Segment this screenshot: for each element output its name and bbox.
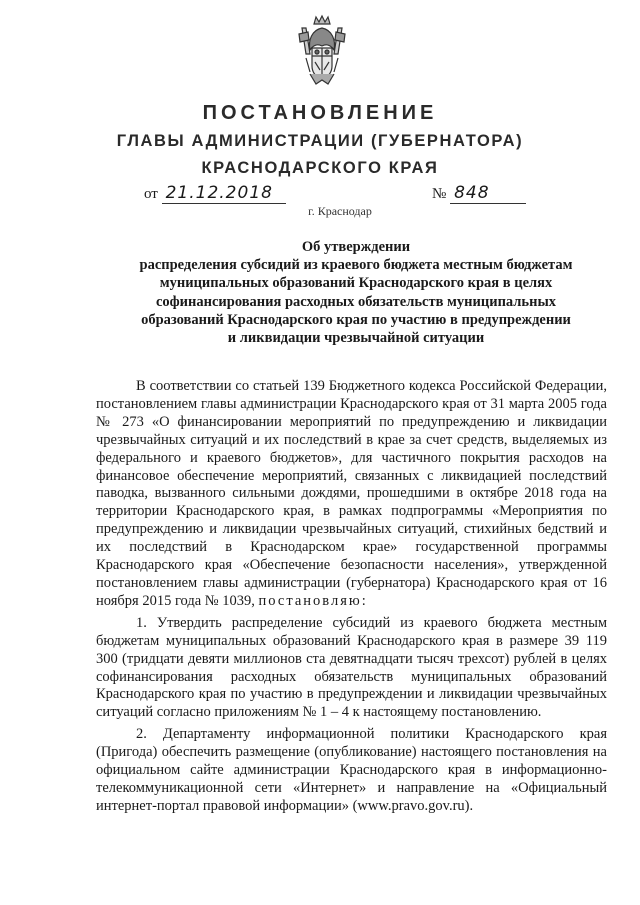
number-field bbox=[432, 183, 526, 204]
preamble-paragraph bbox=[96, 378, 607, 611]
resolution-word: постановляю: bbox=[258, 592, 368, 609]
clause-2-paragraph: 2. Департаменту информационной политики Краснодарского края (Пригода) обеспечить размещение (опубликование) настоящего постановления на официальном сайте администрации Краснодарского края в информационно-телекоммуникационной сети «Интернет» и направление на «Официальный интернет-портал правовой информации» (www.pravo.gov.ru). bbox=[96, 726, 607, 814]
coat-of-arms-emblem bbox=[296, 14, 348, 88]
document-type-heading: ПОСТАНОВЛЕНИЕ bbox=[202, 102, 438, 124]
region-heading: КРАСНОДАРСКОГО КРАЯ bbox=[201, 159, 439, 177]
clause-1-paragraph: 1. Утвердить распределение субсидий из краевого бюджета местным бюджетам муниципальных образований Краснодарского края в размере 39 119 300 (тридцати девяти миллионов ста девятнадцати тысяч трехсот) рублей в целях софинансирования расходных обязательств муниципальных образований Краснодарского края по участию в предупреждении и ликвидации чрезвычайных ситуаций согласно приложениям № 1 – 4 к настоящему постановлению. bbox=[96, 614, 607, 721]
date-field bbox=[144, 183, 286, 204]
title-line: распределения субсидий из краевого бюджета местным бюджетам bbox=[139, 257, 573, 274]
title-line: и ликвидации чрезвычайной ситуации bbox=[227, 330, 485, 347]
title-line: софинансирования расходных обязательств муниципальных bbox=[155, 293, 557, 310]
city-label: г. Краснодар bbox=[308, 204, 372, 218]
date-value: 21.12.2018 bbox=[162, 183, 286, 204]
issuer-heading: ГЛАВЫ АДМИНИСТРАЦИИ (ГУБЕРНАТОРА) bbox=[116, 132, 524, 150]
title-line: Об утверждении bbox=[301, 239, 411, 255]
title-line: муниципальных образований Краснодарского края в целях bbox=[159, 275, 553, 292]
document-title bbox=[96, 238, 616, 347]
number-value: 848 bbox=[450, 183, 526, 204]
preamble-text: В соответствии со статьей 139 Бюджетного кодекса Российской Федерации, постановлением главы администрации Краснодарского края от 31 марта 2005 года № 273 «О финансировании мероприятий по предупреждению и ликвидации чрезвычайных ситуаций и их последствий в крае за счет средств, выделяемых из федерального и краевого бюджетов», для частичного покрытия расходов на финансовое обеспечение мероприятий, связанных с ликвидацией последствий паводка, вызванного сильными дождями, прошедшими в октябре 2018 года на территории Краснодарского края, в рамках подпрограммы «Мероприятия по предупреждению и ликвидации чрезвычайных ситуаций, стихийных бедствий и их последствий в Краснодарском крае» государственной программы Краснодарского края «Обеспечение безопасности населения», утвержденной постановлением главы администрации (губернатора) Краснодарского края от 16 ноября 2015 года № 1039, bbox=[96, 378, 607, 609]
date-prefix: от bbox=[144, 186, 158, 202]
number-prefix: № bbox=[432, 186, 447, 202]
document-body bbox=[96, 378, 607, 816]
title-line: образований Краснодарского края по участию в предупреждении bbox=[141, 311, 571, 328]
